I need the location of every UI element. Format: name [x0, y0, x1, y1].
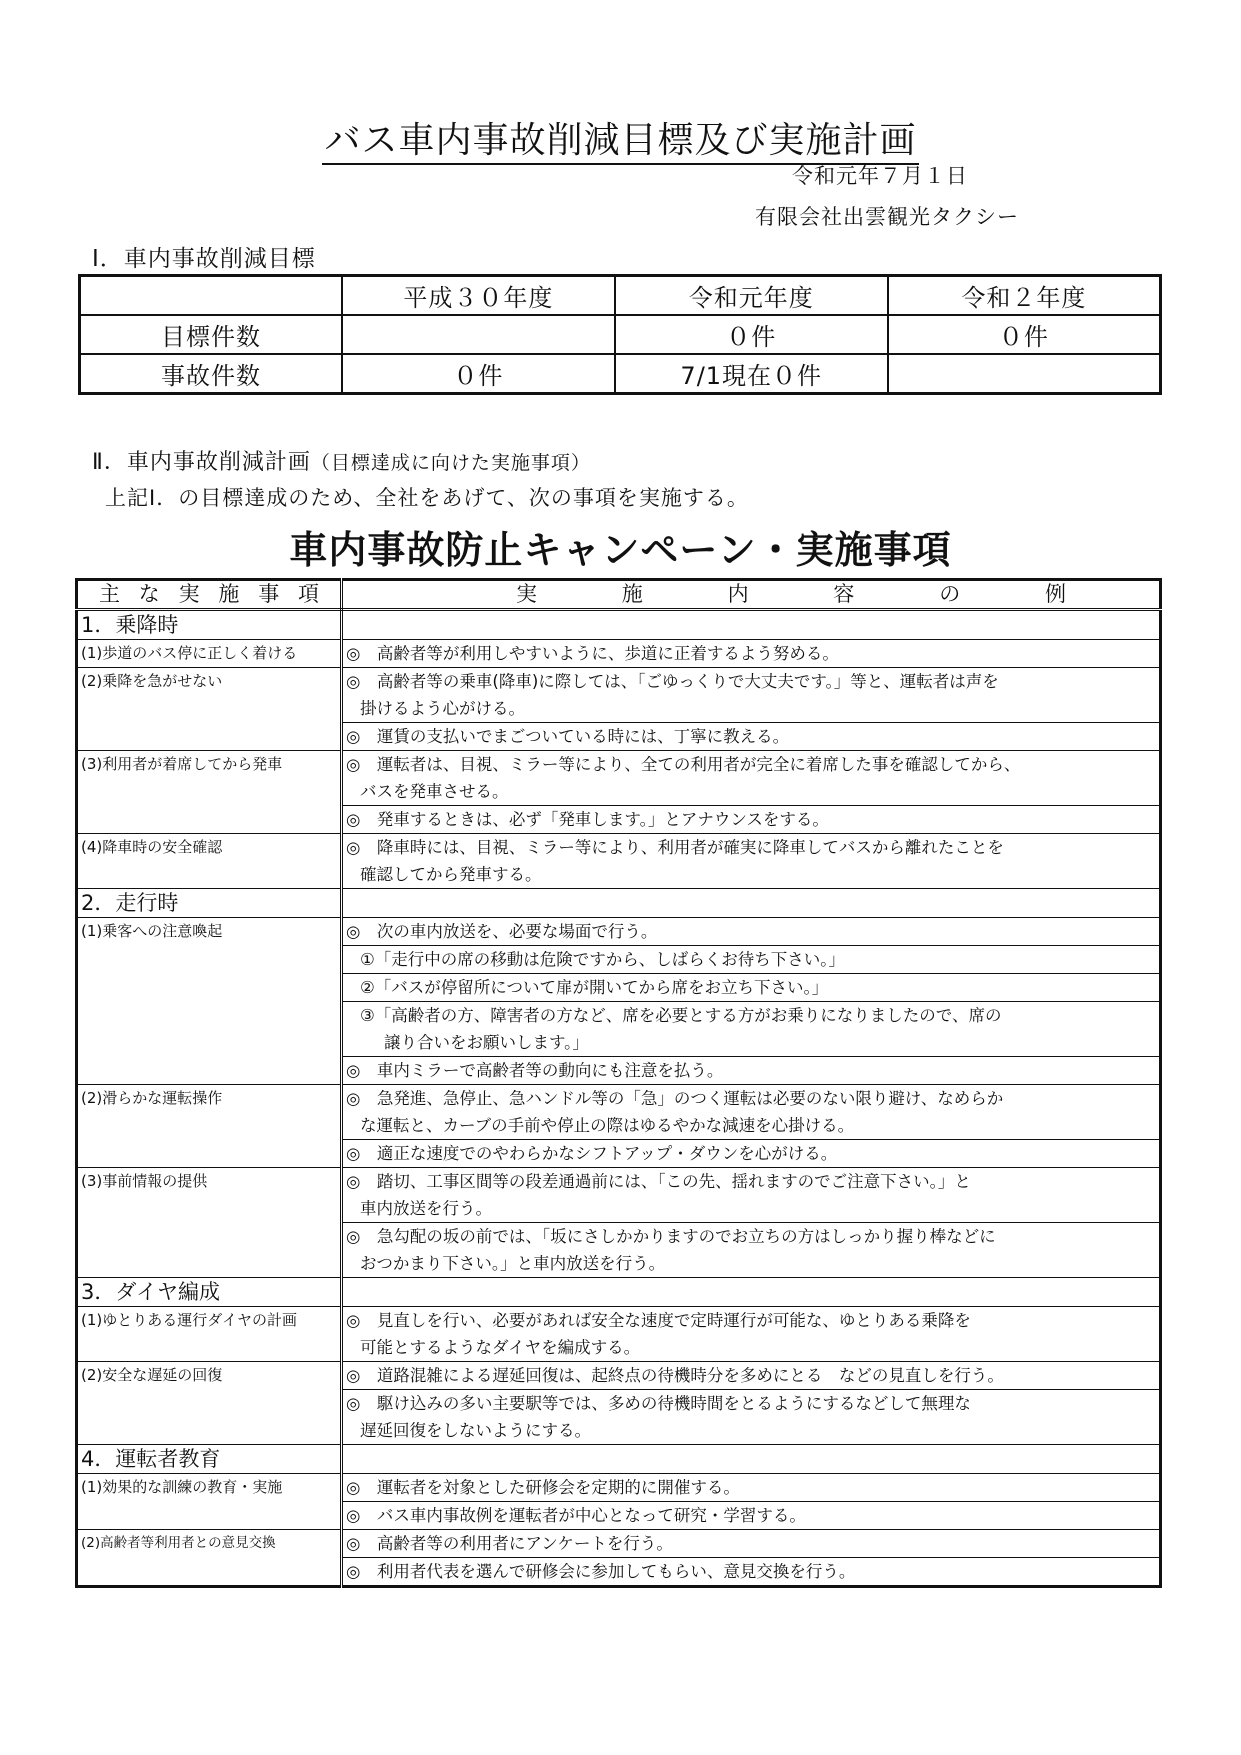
item-content: ①「走行中の席の移動は危険ですから、しばらくお待ち下さい。」 [342, 946, 1161, 974]
plan-table [75, 578, 1162, 1588]
document-date: 令和元年７月１日 [792, 164, 968, 188]
plan-header-row [77, 580, 1161, 610]
goals-row-actual [80, 354, 1161, 394]
item-label: (2)滑らかな運転操作 [77, 1085, 342, 1168]
item-content: ◎ 駆け込みの多い主要駅等では、多めの待機時間をとるようにするなどして無理な 遅延回復をしないようにする。 [342, 1390, 1161, 1445]
goals-cell: ０件 [342, 354, 615, 394]
item-content: ◎ 急勾配の坂の前では、「坂にさしかかりますのでお立ちの方はしっかり握り棒などに おつかまり下さい。」と車内放送を行う。 [342, 1223, 1161, 1278]
category-row [77, 1278, 1161, 1307]
plan-row [77, 1168, 1161, 1223]
category-label: 3．ダイヤ編成 [77, 1278, 342, 1307]
item-content: ◎ 次の車内放送を、必要な場面で行う。 [342, 918, 1161, 946]
item-content: ◎ 急発進、急停止、急ハンドル等の「急」のつく運転は必要のない限り避け、なめらか な運転と、カーブの手前や停止の際はゆるやかな減速を心掛ける。 [342, 1085, 1161, 1140]
goals-cell: 7/1現在０件 [615, 354, 888, 394]
item-label: (3)利用者が着席してから発車 [77, 751, 342, 834]
plan-row [77, 1085, 1161, 1140]
item-content: ◎ バス車内事故例を運転者が中心となって研究・学習する。 [342, 1502, 1161, 1530]
plan-row [77, 640, 1161, 668]
goals-col-header: 平成３０年度 [342, 276, 615, 316]
page-title: バス車内事故削減目標及び実施計画 [0, 112, 1241, 163]
item-content: ◎ 運転者は、目視、ミラー等により、全ての利用者が完全に着席した事を確認してから、 バスを発車させる。 [342, 751, 1161, 806]
item-label: (1)効果的な訓練の教育・実施 [77, 1474, 342, 1530]
category-label: 2．走行時 [77, 889, 342, 918]
item-content: ②「バスが停留所について扉が開いてから席をお立ち下さい。」 [342, 974, 1161, 1002]
goals-row-label: 事故件数 [80, 354, 343, 394]
plan-col-header-right: 実 施 内 容 の 例 [342, 580, 1161, 610]
item-label: (2)高齢者等利用者との意見交換 [77, 1530, 342, 1587]
plan-row [77, 751, 1161, 806]
item-content: ◎ 利用者代表を選んで研修会に参加してもらい、意見交換を行う。 [342, 1558, 1161, 1587]
category-label: 4．運転者教育 [77, 1445, 342, 1474]
goals-col-header: 令和元年度 [615, 276, 888, 316]
item-content: ◎ 適正な速度でのやわらかなシフトアップ・ダウンを心がける。 [342, 1140, 1161, 1168]
goals-cell [342, 315, 615, 354]
item-content: ◎ 高齢者等の利用者にアンケートを行う。 [342, 1530, 1161, 1558]
goals-cell: ０件 [615, 315, 888, 354]
item-content: ③「高齢者の方、障害者の方など、席を必要とする方がお乗りになりましたので、席の 譲り合いをお願いします。」 [342, 1002, 1161, 1057]
item-label: (4)降車時の安全確認 [77, 834, 342, 889]
section2-heading: Ⅱ．車内事故削減計画（目標達成に向けた実施事項） [92, 450, 591, 475]
plan-row [77, 668, 1161, 723]
item-content: ◎ 高齢者等の乗車(降車)に際しては、「ごゆっくりで大丈夫です。」等と、運転者は声を 掛けるよう心がける。 [342, 668, 1161, 723]
section2-note: （目標達成に向けた実施事項） [310, 452, 591, 474]
item-label: (1)乗客への注意喚起 [77, 918, 342, 1085]
item-content: ◎ 高齢者等が利用しやすいように、歩道に正着するよう努める。 [342, 640, 1161, 668]
goals-row-label: 目標件数 [80, 315, 343, 354]
item-label: (3)事前情報の提供 [77, 1168, 342, 1278]
plan-row [77, 1362, 1161, 1390]
category-row [77, 610, 1161, 640]
category-label: 1．乗降時 [77, 610, 342, 640]
plan-row [77, 1530, 1161, 1558]
plan-col-header-left: 主 な 実 施 事 項 [77, 580, 342, 610]
goals-row-target [80, 315, 1161, 354]
item-content: ◎ 見直しを行い、必要があれば安全な速度で定時運行が可能な、ゆとりある乗降を 可能とするようなダイヤを編成する。 [342, 1307, 1161, 1362]
category-row [77, 1445, 1161, 1474]
plan-row [77, 834, 1161, 889]
item-content: ◎ 降車時には、目視、ミラー等により、利用者が確実に降車してバスから離れたことを 確認してから発車する。 [342, 834, 1161, 889]
item-label: (2)安全な遅延の回復 [77, 1362, 342, 1445]
item-content: ◎ 運転者を対象とした研修会を定期的に開催する。 [342, 1474, 1161, 1502]
goals-corner [80, 276, 343, 316]
plan-row [77, 1474, 1161, 1502]
section2-intro: 上記Ⅰ．の目標達成のため、全社をあげて、次の事項を実施する。 [105, 486, 749, 510]
campaign-title: 車内事故防止キャンペーン・実施事項 [289, 528, 952, 572]
plan-row [77, 918, 1161, 946]
category-row [77, 889, 1161, 918]
goals-cell: ０件 [888, 315, 1161, 354]
item-content: ◎ 発車するときは、必ず「発車します。」とアナウンスをする。 [342, 806, 1161, 834]
goals-col-header: 令和２年度 [888, 276, 1161, 316]
item-label: (1)歩道のバス停に正しく着ける [77, 640, 342, 668]
plan-row [77, 1307, 1161, 1362]
item-content: ◎ 道路混雑による遅延回復は、起終点の待機時分を多めにとる などの見直しを行う。 [342, 1362, 1161, 1390]
goals-cell [888, 354, 1161, 394]
item-label: (1)ゆとりある運行ダイヤの計画 [77, 1307, 342, 1362]
item-content: ◎ 踏切、工事区間等の段差通過前には、「この先、揺れますのでご注意下さい。」と 車内放送を行う。 [342, 1168, 1161, 1223]
item-content: ◎ 運賃の支払いでまごついている時には、丁寧に教える。 [342, 723, 1161, 751]
goals-header-row [80, 276, 1161, 316]
company-name: 有限会社出雲観光タクシー [755, 205, 1019, 229]
item-content: ◎ 車内ミラーで高齢者等の動向にも注意を払う。 [342, 1057, 1161, 1085]
goals-table [78, 274, 1162, 395]
section1-heading: Ⅰ．車内事故削減目標 [92, 246, 316, 272]
item-label: (2)乗降を急がせない [77, 668, 342, 751]
